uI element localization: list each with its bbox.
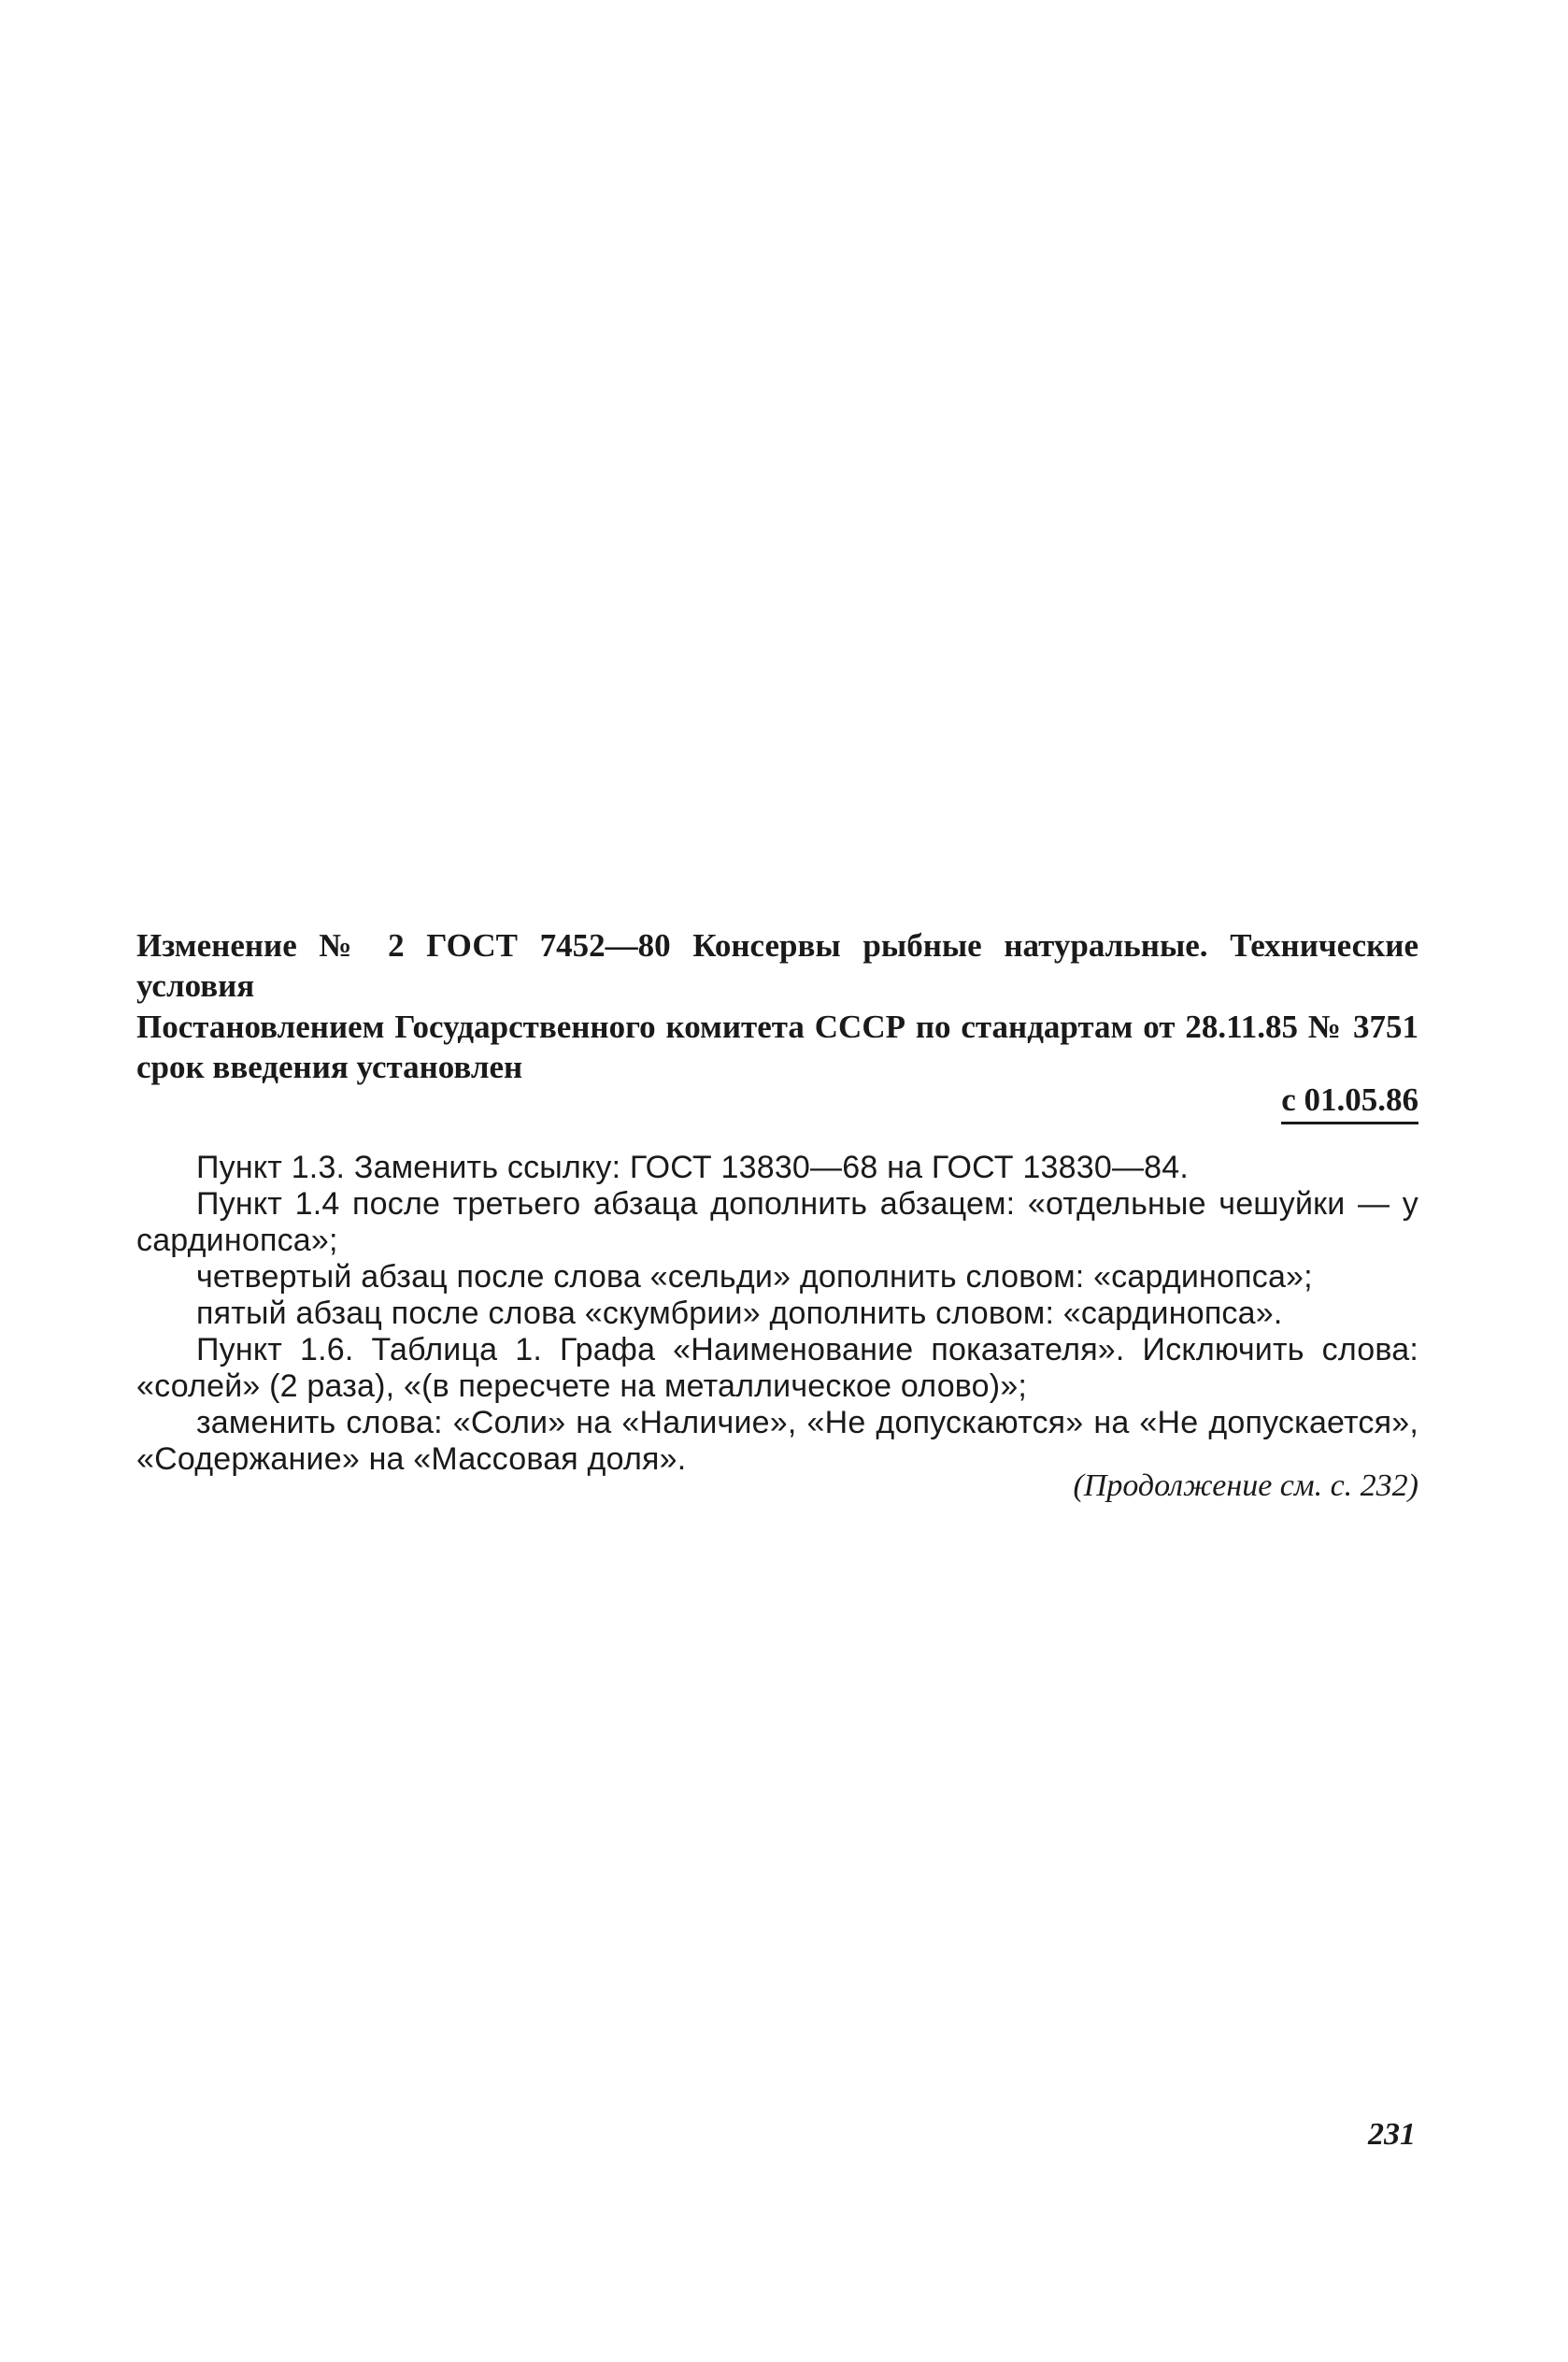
resolution-text: Постановлением Государственного комитета СССР по стандартам от 28.11.85 № 3751 срок введения установлен [136, 1009, 1418, 1085]
amendment-header [136, 925, 1418, 1006]
effective-date-block [1281, 1080, 1418, 1124]
amendment-body [136, 1150, 1418, 1478]
continuation-note: (Продолжение см. с. 232) [1073, 1468, 1418, 1503]
paragraph-3: четвертый абзац после слова «сельди» дополнить словом: «сардинопса»; [196, 1259, 1313, 1295]
continuation-block [1073, 1467, 1418, 1505]
page-number: 231 [1368, 2117, 1416, 2152]
resolution-block [136, 1007, 1418, 1087]
amendment-title: Изменение № 2 ГОСТ 7452—80 Консервы рыбные натуральные. Технические условия [136, 927, 1418, 1004]
effective-date: с 01.05.86 [1281, 1080, 1418, 1124]
paragraph-6: заменить слова: «Соли» на «Наличие», «Не допускаются» на «Не допускается», «Содержание» на «Массовая доля». [136, 1405, 1418, 1477]
paragraph-4: пятый абзац после слова «скумбрии» дополнить словом: «сардинопса». [196, 1296, 1283, 1331]
paragraph-1: Пункт 1.3. Заменить ссылку: ГОСТ 13830—68 на ГОСТ 13830—84. [196, 1150, 1190, 1185]
paragraph-5: Пункт 1.6. Таблица 1. Графа «Наименование показателя». Исключить слова: «солей» (2 раза), «(в пересчете на металлическое олово)»; [136, 1332, 1418, 1404]
paragraph-2: Пункт 1.4 после третьего абзаца дополнить абзацем: «отдельные чешуйки — у сардинопса»; [136, 1186, 1418, 1258]
